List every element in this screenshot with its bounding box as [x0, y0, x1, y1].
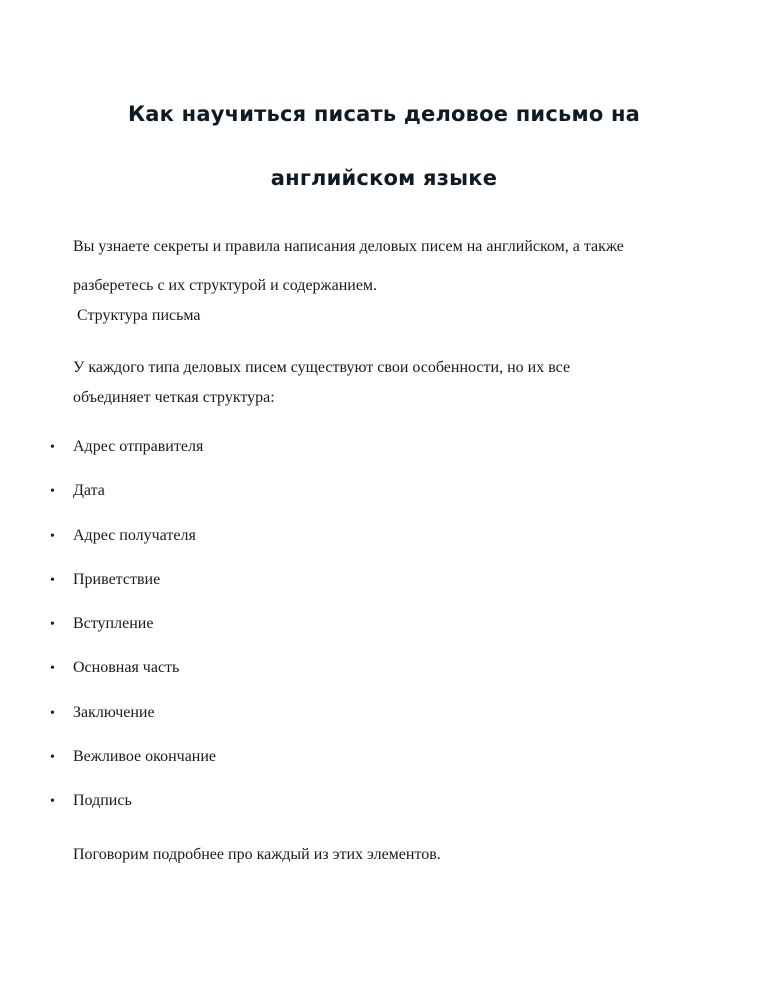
list-item-text: Вступление [73, 615, 154, 633]
structure-paragraph-line-1: У каждого типа деловых писем существуют свои особенности, но их все [73, 359, 571, 376]
bullet-icon: • [50, 617, 55, 633]
intro-paragraph-line-1: Вы узнаете секреты и правила написания деловых писем на английском, а также [73, 238, 624, 255]
list-item-text: Адрес получателя [73, 526, 196, 544]
bullet-icon: • [50, 705, 55, 721]
bullet-icon: • [50, 484, 55, 500]
structure-paragraph-line-2: объединяет четкая структура: [73, 389, 275, 406]
list-item-text: Дата [73, 482, 105, 500]
list-item-text: Адрес отправителя [73, 438, 204, 455]
list-item-text: Основная часть [73, 659, 180, 677]
document-title-line-1: Как научиться писать деловое письмо на [127, 102, 641, 126]
list-item-text: Подпись [73, 792, 132, 810]
section-subheading: Структура письма [77, 307, 201, 324]
bullet-icon: • [50, 794, 55, 810]
bullet-icon: • [50, 440, 55, 455]
bullet-icon: • [50, 572, 55, 588]
list-item-text: Приветствие [73, 570, 161, 588]
closing-paragraph: Поговорим подробнее про каждый из этих элементов. [73, 846, 441, 863]
bullet-icon: • [50, 750, 55, 766]
bullet-icon: • [50, 528, 55, 544]
document-title-line-2: английском языке [270, 166, 498, 190]
list-item-text: Заключение [73, 703, 155, 721]
list-item-text: Вежливое окончание [73, 748, 217, 766]
bullet-icon: • [50, 661, 55, 677]
intro-paragraph-line-2: разберетесь с их структурой и содержанием. [73, 277, 378, 294]
